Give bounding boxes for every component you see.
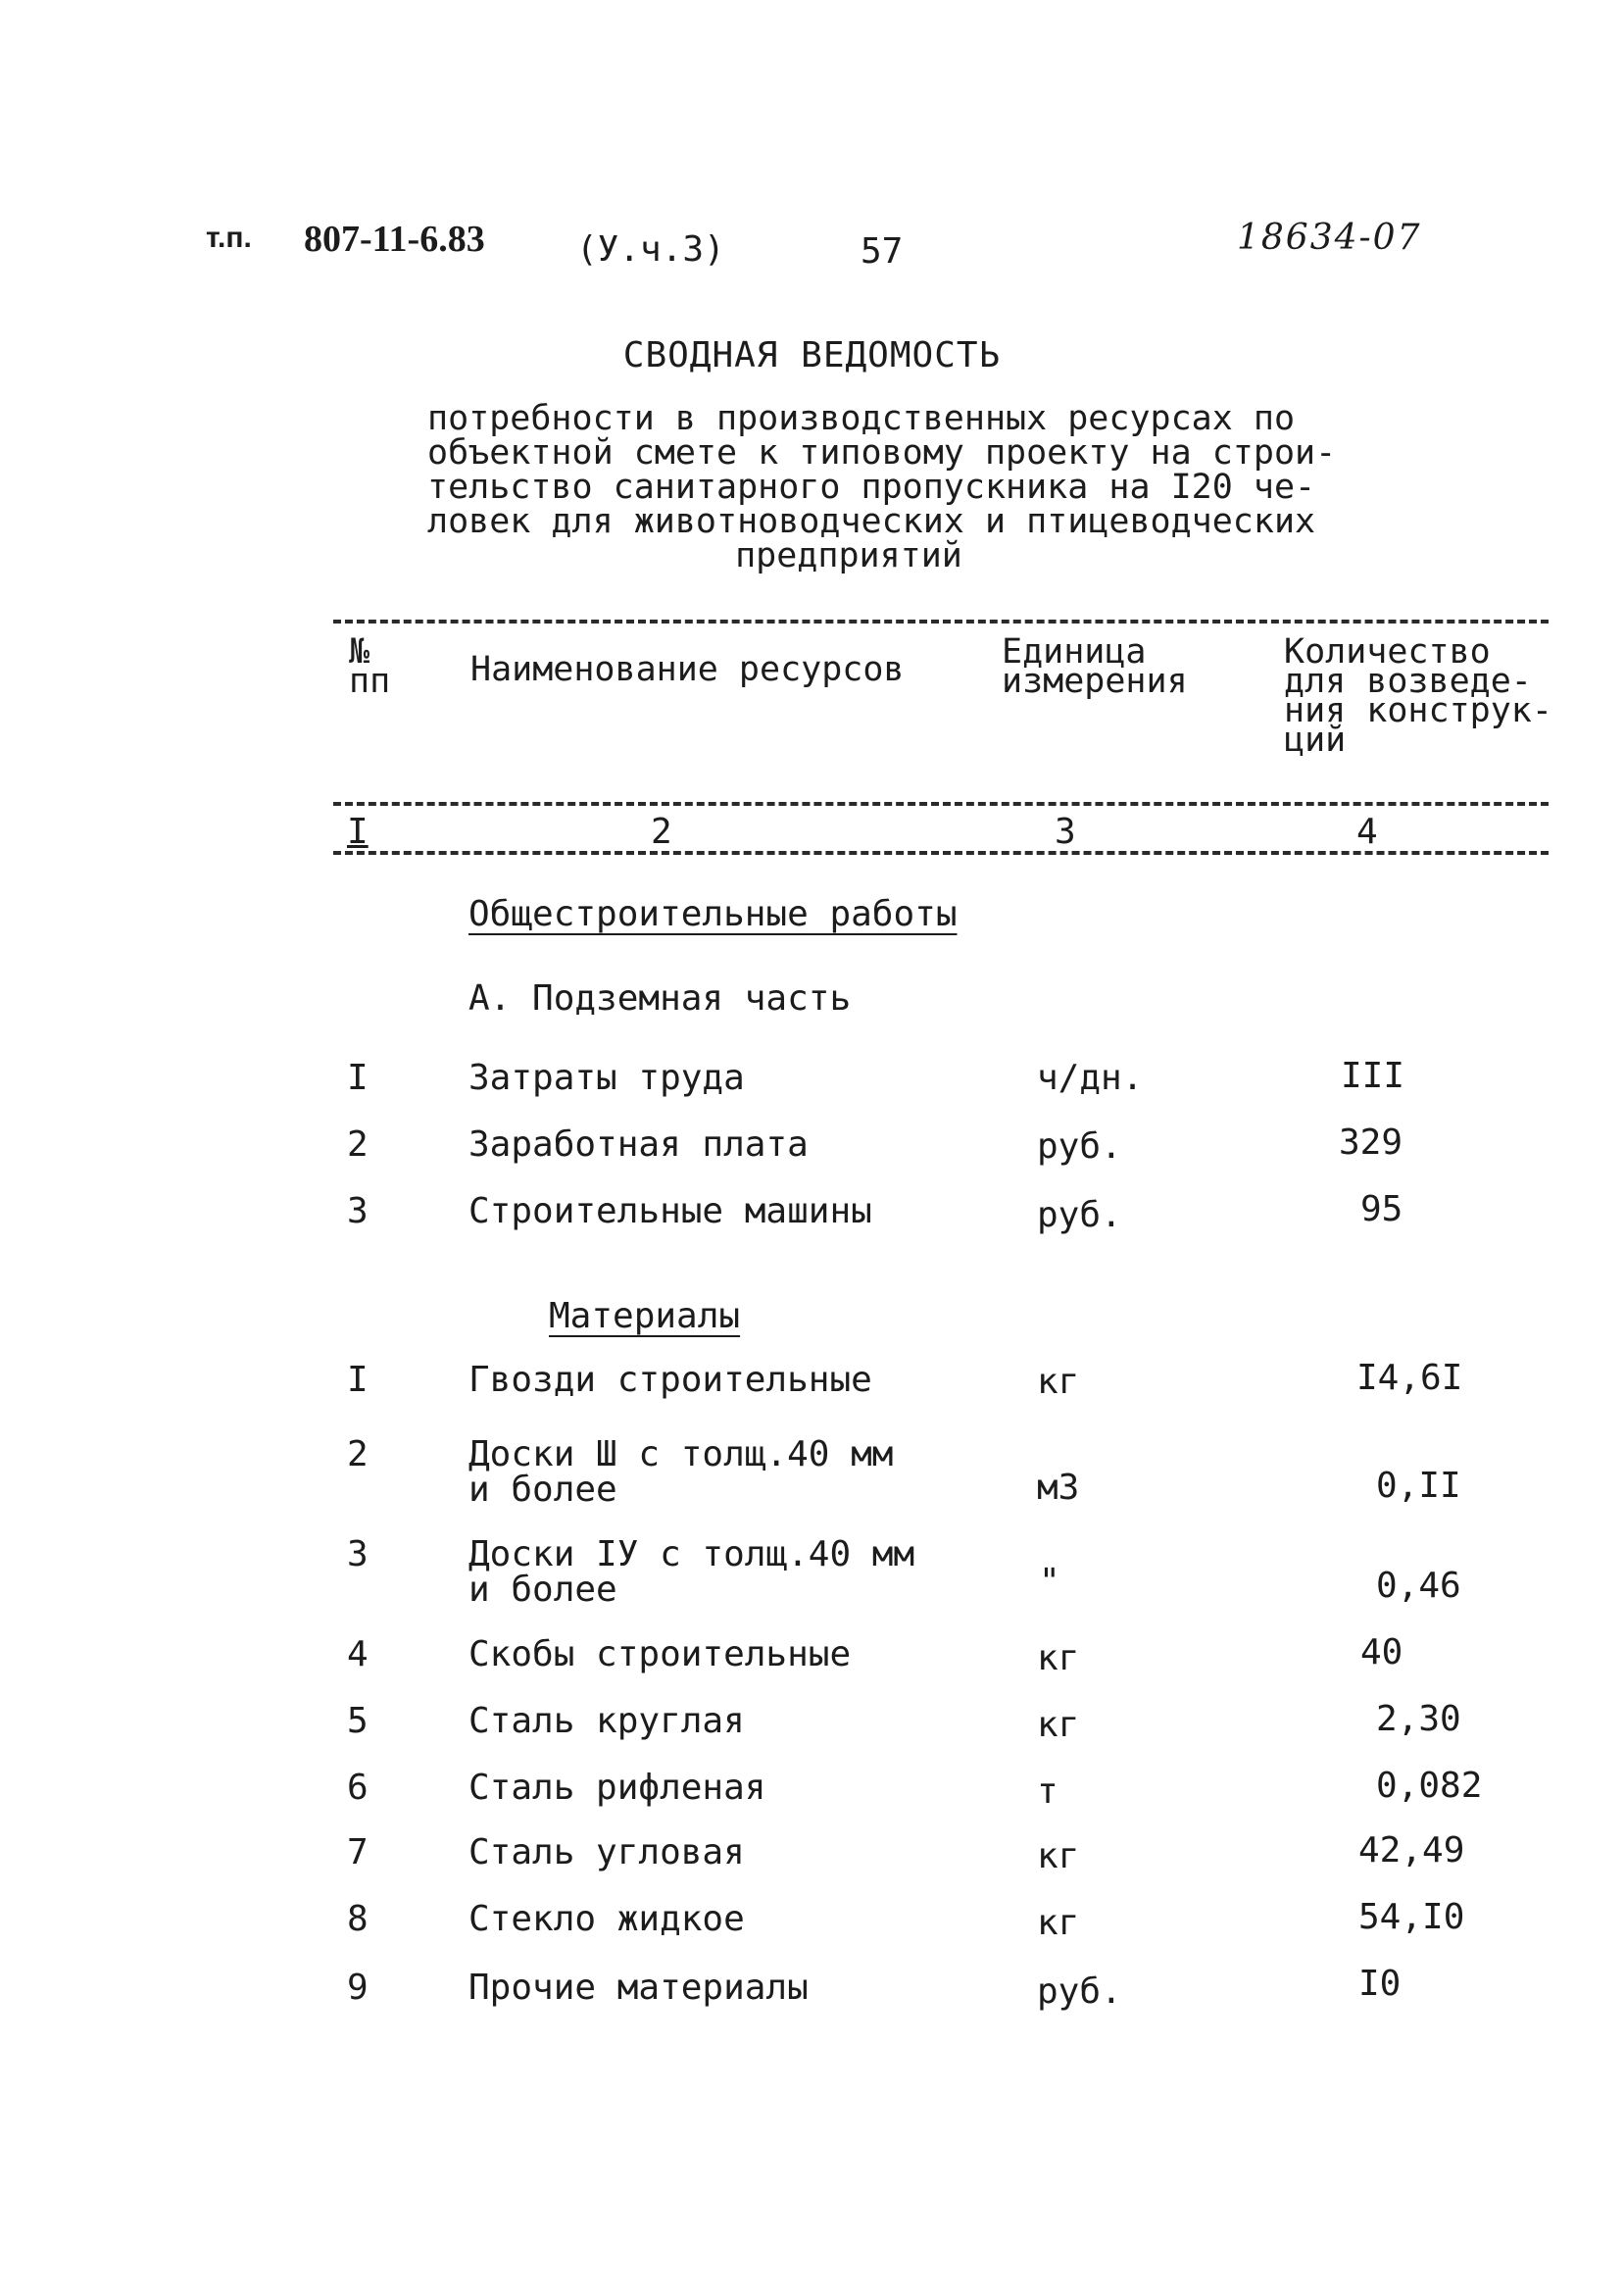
row-number: 7 [347,1832,369,1872]
row-number: I [347,1360,369,1400]
resource-name: Сталь круглая [468,1701,745,1741]
row-number: I [347,1058,369,1098]
resource-unit: т [1037,1771,1058,1812]
resource-unit: ч/дн. [1037,1058,1144,1098]
column-number-1: I [347,812,369,852]
row-number: 2 [347,1124,369,1165]
col-header-quantity [1284,632,1552,760]
resource-unit: кг [1037,1903,1080,1943]
table-top-rule [333,620,1549,624]
resource-quantity: I0 [1358,1964,1402,2004]
row-number: 3 [347,1191,369,1231]
resource-unit: кг [1037,1362,1080,1402]
column-numbers-rule [333,851,1549,855]
resource-unit: руб. [1037,1195,1122,1235]
section-title: Общестроительные работы [468,894,958,934]
resource-quantity: 0,46 [1376,1566,1461,1606]
resource-name: Сталь рифленая [468,1768,766,1808]
resource-name: Строительные машины [468,1191,872,1231]
subtitle-line: тельство санитарного пропускника на I20 че- [427,468,1316,507]
resource-unit: руб. [1037,1971,1122,2012]
column-number-2: 2 [651,812,672,852]
resource-unit: " [1039,1562,1060,1602]
resource-name-line: Доски Ш с толщ.40 мм [468,1434,894,1474]
resource-unit: руб. [1037,1126,1122,1167]
resource-quantity: 0,II [1376,1466,1461,1506]
document-title: СВОДНАЯ ВЕДОМОСТЬ [622,335,1002,375]
col-header-quantity-line: ния конструк- [1284,691,1552,730]
resource-name-line: и более [468,1570,617,1610]
row-number: 4 [347,1634,369,1674]
subtitle-line: ловек для животноводческих и птицеводческих [427,502,1316,541]
resource-quantity: 42,49 [1358,1830,1465,1871]
resource-name [468,1534,915,1610]
resource-quantity: 0,082 [1376,1766,1483,1806]
resource-unit: м3 [1037,1468,1080,1508]
resource-name: Затраты труда [468,1058,745,1098]
col-header-quantity-line: ций [1284,721,1347,760]
project-code: 807-11-6.83 [304,219,485,260]
resource-quantity: 40 [1360,1632,1403,1672]
resource-name: Скобы строительные [468,1634,852,1674]
resource-name: Прочие материалы [468,1968,809,2008]
subtitle-line: объектной смете к типовому проекту на строи- [427,433,1337,473]
row-number: 6 [347,1768,369,1808]
resource-name-line: Доски IУ с толщ.40 мм [468,1534,915,1574]
resource-quantity: III [1341,1056,1405,1096]
resource-unit: кг [1037,1836,1080,1876]
inventory-number: 18634-07 [1237,218,1422,258]
row-number: 5 [347,1701,369,1741]
col-header-number [349,632,391,701]
subtitle-line: предприятий [735,536,962,575]
resource-name: Гвозди строительные [468,1360,872,1400]
col-header-name: Наименование ресурсов [470,650,905,689]
resource-name [468,1434,894,1510]
resource-name: Стекло жидкое [468,1899,745,1939]
resource-quantity: 329 [1339,1123,1403,1163]
col-header-number-line: пп [349,662,391,701]
header-bottom-rule [333,802,1549,806]
col-header-unit [1002,632,1188,701]
resource-name: Заработная плата [468,1124,809,1165]
col-header-quantity-line: для возведе- [1284,662,1532,701]
row-number: 8 [347,1899,369,1939]
page-number: 57 [861,231,904,272]
resource-quantity: 54,I0 [1358,1897,1465,1937]
resource-name-line: и более [468,1470,617,1510]
col-header-unit-line: Единица [1002,632,1147,672]
column-number-3: 3 [1055,812,1076,852]
resource-quantity: I4,6I [1356,1358,1463,1398]
row-number: 2 [347,1434,369,1474]
subsection-title: А. Подземная часть [468,978,852,1019]
materials-title: Материалы [549,1296,741,1336]
resource-unit: кг [1037,1705,1080,1745]
resource-quantity: 2,30 [1376,1699,1461,1739]
row-number: 9 [347,1968,369,2008]
resource-quantity: 95 [1360,1189,1403,1229]
part-label: (У.ч.3) [576,229,725,270]
row-number: 3 [347,1534,369,1574]
resource-name: Сталь угловая [468,1832,745,1872]
col-header-quantity-line: Количество [1284,632,1491,672]
resource-unit: кг [1037,1638,1080,1678]
col-header-unit-line: измерения [1002,662,1188,701]
col-header-number-line: № [349,632,370,672]
document-subtitle [427,399,1337,575]
tp-label: т.п. [206,222,252,254]
column-number-4: 4 [1356,812,1378,852]
subtitle-line: потребности в производственных ресурсах по [427,399,1296,438]
